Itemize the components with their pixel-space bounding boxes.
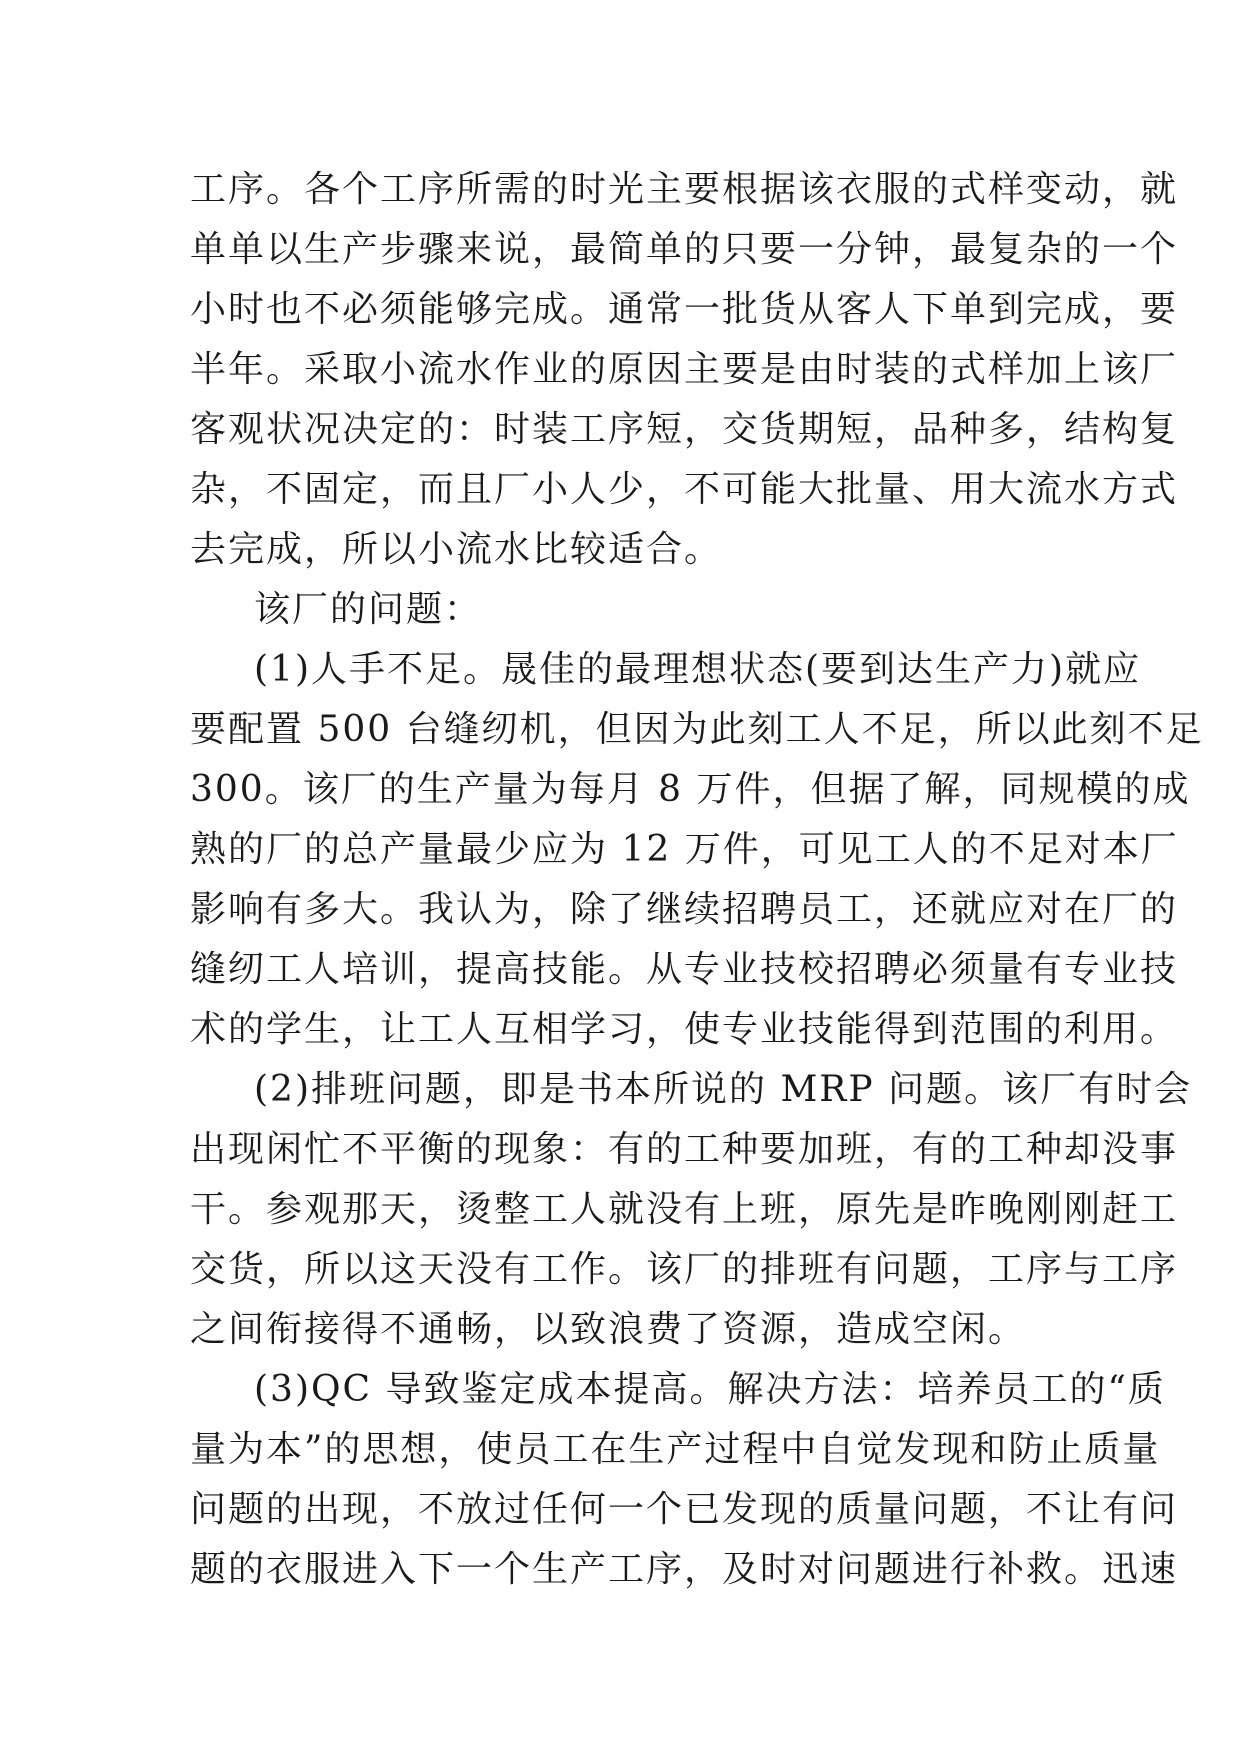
text-line: 影响有多大。我认为，除了继续招聘员工，还就应对在厂的 xyxy=(190,889,1179,930)
text-line: 杂，不固定，而且厂小人少，不可能大批量、用大流水方式 xyxy=(190,469,1179,510)
text-line: 熟的厂的总产量最少应为 12 万件，可见工人的不足对本厂 xyxy=(190,829,1179,870)
paragraph-start-2: (2)排班问题，即是书本所说的 MRP 问题。该厂有时会 xyxy=(254,1069,1193,1110)
text-line: 量为本”的思想，使员工在生产过程中自觉发现和防止质量 xyxy=(190,1429,1161,1470)
text-line: 问题的出现，不放过任何一个已发现的质量问题，不让有问 xyxy=(190,1489,1179,1530)
text-line: 要配置 500 台缝纫机，但因为此刻工人不足，所以此刻不足 xyxy=(190,709,1204,750)
paragraph-start-3: (3)QC 导致鉴定成本提高。解决方法：培养员工的“质 xyxy=(254,1369,1166,1410)
text-line: 干。参观那天，烫整工人就没有上班，原先是昨晚刚刚赶工 xyxy=(190,1189,1179,1230)
paragraph-start-1: (1)人手不足。晟佳的最理想状态(要到达生产力)就应 xyxy=(254,649,1142,690)
text-line: 小时也不必须能够完成。通常一批货从客人下单到完成，要 xyxy=(190,289,1179,330)
text-line: 客观状况决定的：时装工序短，交货期短，品种多，结构复 xyxy=(190,409,1179,450)
text-line: 交货，所以这天没有工作。该厂的排班有问题，工序与工序 xyxy=(190,1249,1179,1290)
text-line: 300。该厂的生产量为每月 8 万件，但据了解，同规模的成 xyxy=(190,769,1191,810)
text-line: 缝纫工人培训，提高技能。从专业技校招聘必须量有专业技 xyxy=(190,949,1179,990)
text-line: 半年。采取小流水作业的原因主要是由时装的式样加上该厂 xyxy=(190,349,1179,390)
text-line: 单单以生产步骤来说，最简单的只要一分钟，最复杂的一个 xyxy=(190,229,1179,270)
text-line: 工序。各个工序所需的时光主要根据该衣服的式样变动，就 xyxy=(190,169,1179,210)
text-line: 题的衣服进入下一个生产工序，及时对问题进行补救。迅速 xyxy=(190,1549,1179,1590)
text-line: 去完成，所以小流水比较适合。 xyxy=(190,529,723,570)
text-line: 之间衔接得不通畅，以致浪费了资源，造成空闲。 xyxy=(190,1309,1027,1350)
text-line: 术的学生，让工人互相学习，使专业技能得到范围的利用。 xyxy=(190,1009,1179,1050)
document-body xyxy=(190,160,1204,1600)
text-line: 出现闲忙不平衡的现象：有的工种要加班，有的工种却没事 xyxy=(190,1129,1179,1170)
section-heading: 该厂的问题： xyxy=(254,589,483,630)
